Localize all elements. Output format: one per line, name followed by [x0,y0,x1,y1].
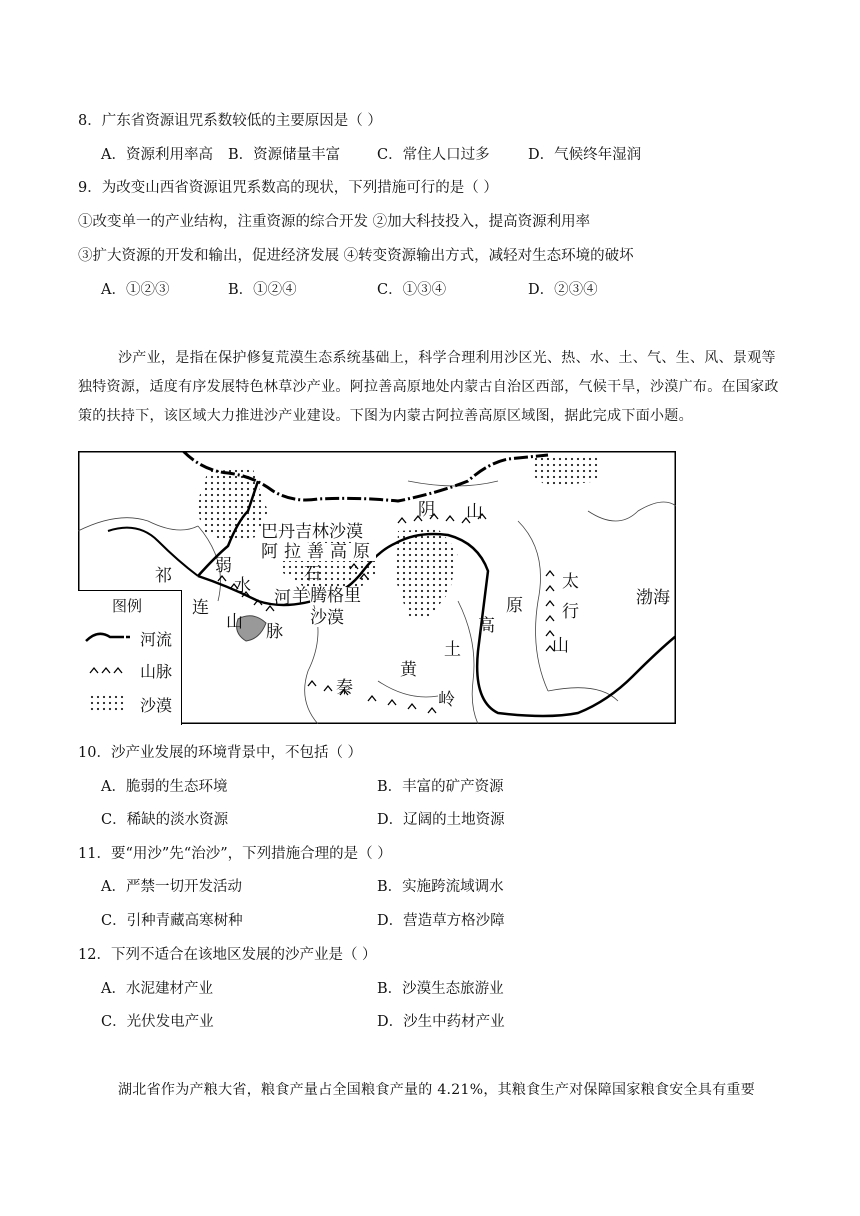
label-gao: 高 [478,616,495,636]
label-huang: 黄 [400,660,417,680]
q9-option-d: D．②③④ [528,282,598,298]
q10-option-b: B．丰富的矿产资源 [377,779,504,795]
label-tengger: 腾格里 [310,586,361,606]
question-11-stem: 11．要“用沙”先“治沙”，下列措施合理的是（ ） [78,846,392,862]
q10-option-a: A．脆弱的生态环境 [101,779,228,795]
label-yin: 阴 [418,500,435,520]
label-qin: 秦 [336,678,353,698]
map-legend [78,590,182,725]
legend-mountain-symbol [90,668,122,673]
q8-option-a: A．资源利用率高 [101,147,213,163]
label-tu: 土 [444,640,461,660]
legend-desert-label: 沙漠 [140,696,173,715]
q9-statement-line-1: ①改变单一的产业结构，注重资源的综合开发 ②加大科技投入，提高资源利用率 [78,214,591,230]
passage-hubei-grain: 湖北省作为产粮大省，粮食产量占全国粮食产量的 4.21%，其粮食生产对保障国家粮食安全具有重要 [118,1082,756,1098]
passage-sand-industry: 沙产业，是指在保护修复荒漠生态系统基础上，科学合理利用沙区光、热、水、土、气、生、风、景观等独特资源，适度有序发展特色林草沙产业。阿拉善高原地处内蒙古自治区西部，气候干旱，沙漠广布。在国家政策的扶持下，该区域大力推进沙产业建设。下图为内蒙古阿拉善高原区域图，据此完成下面小题。 [78,350,779,424]
q12-option-c: C．光伏发电产业 [101,1014,214,1030]
legend-mountain-label: 山脉 [140,662,173,681]
q8-option-c: C．常住人口过多 [377,147,490,163]
label-hang: 行 [562,602,579,622]
legend-title: 图例 [112,597,143,615]
label-ling: 岭 [438,690,455,710]
q11-option-a: A．严禁一切开发活动 [101,879,242,895]
label-yang: 羊 [292,586,309,606]
label-shui: 水 [234,576,251,596]
q8-option-d: D．气候终年湿润 [528,147,642,163]
q11-option-b: B．实施跨流域调水 [377,879,504,895]
q11-option-c: C．引种青藏高寒树种 [101,913,243,929]
legend-river-symbol [86,634,130,641]
label-yin-shan: 山 [466,502,483,522]
label-tengger-desert: 沙漠 [310,608,344,628]
label-lian-shan: 山 [226,612,243,632]
label-taihang-shan: 山 [552,636,569,656]
q9-option-b: B．①②④ [228,282,297,298]
q12-option-b: B．沙漠生态旅游业 [377,981,504,997]
q10-option-c: C．稀缺的淡水资源 [101,812,229,828]
label-tai: 太 [562,572,579,592]
label-alashan-plateau: 阿拉善高原 [261,542,376,562]
q12-option-a: A．水泥建材产业 [101,981,213,997]
q9-option-c: C．①③④ [377,282,447,298]
question-12-stem: 12．下列不适合在该地区发展的沙产业是（ ） [78,947,377,963]
q10-option-d: D．辽阔的土地资源 [377,812,505,828]
legend-desert-symbol [90,693,126,713]
q12-option-d: D．沙生中药材产业 [377,1014,505,1030]
q11-option-d: D．营造草方格沙障 [377,913,505,929]
question-9-stem: 9．为改变山西省资源诅咒系数高的现状，下列措施可行的是（ ） [78,180,498,196]
label-qi: 祁 [155,566,172,586]
label-lian: 连 [192,598,209,618]
q9-option-a: A．①②③ [101,282,170,298]
label-ruo: 弱 [215,556,232,576]
q9-statement-line-2: ③扩大资源的开发和输出，促进经济发展 ④转变资源输出方式，减轻对生态环境的破坏 [78,248,634,264]
question-10-stem: 10．沙产业发展的环境背景中，不包括（ ） [78,745,363,761]
label-mai: 脉 [266,622,283,642]
label-badain-jaran-desert: 巴丹吉林沙漠 [261,522,363,542]
alashan-plateau-map [78,451,676,724]
label-yuan: 原 [506,596,523,616]
label-bohai: 渤海 [636,588,670,608]
question-8-stem: 8．广东省资源诅咒系数较低的主要原因是（ ） [78,113,382,129]
legend-river-label: 河流 [140,630,173,649]
q8-option-b: B．资源储量丰富 [228,147,341,163]
label-shi: 石 [304,564,321,584]
legend-symbols [84,629,134,719]
label-he: 河 [274,588,291,608]
